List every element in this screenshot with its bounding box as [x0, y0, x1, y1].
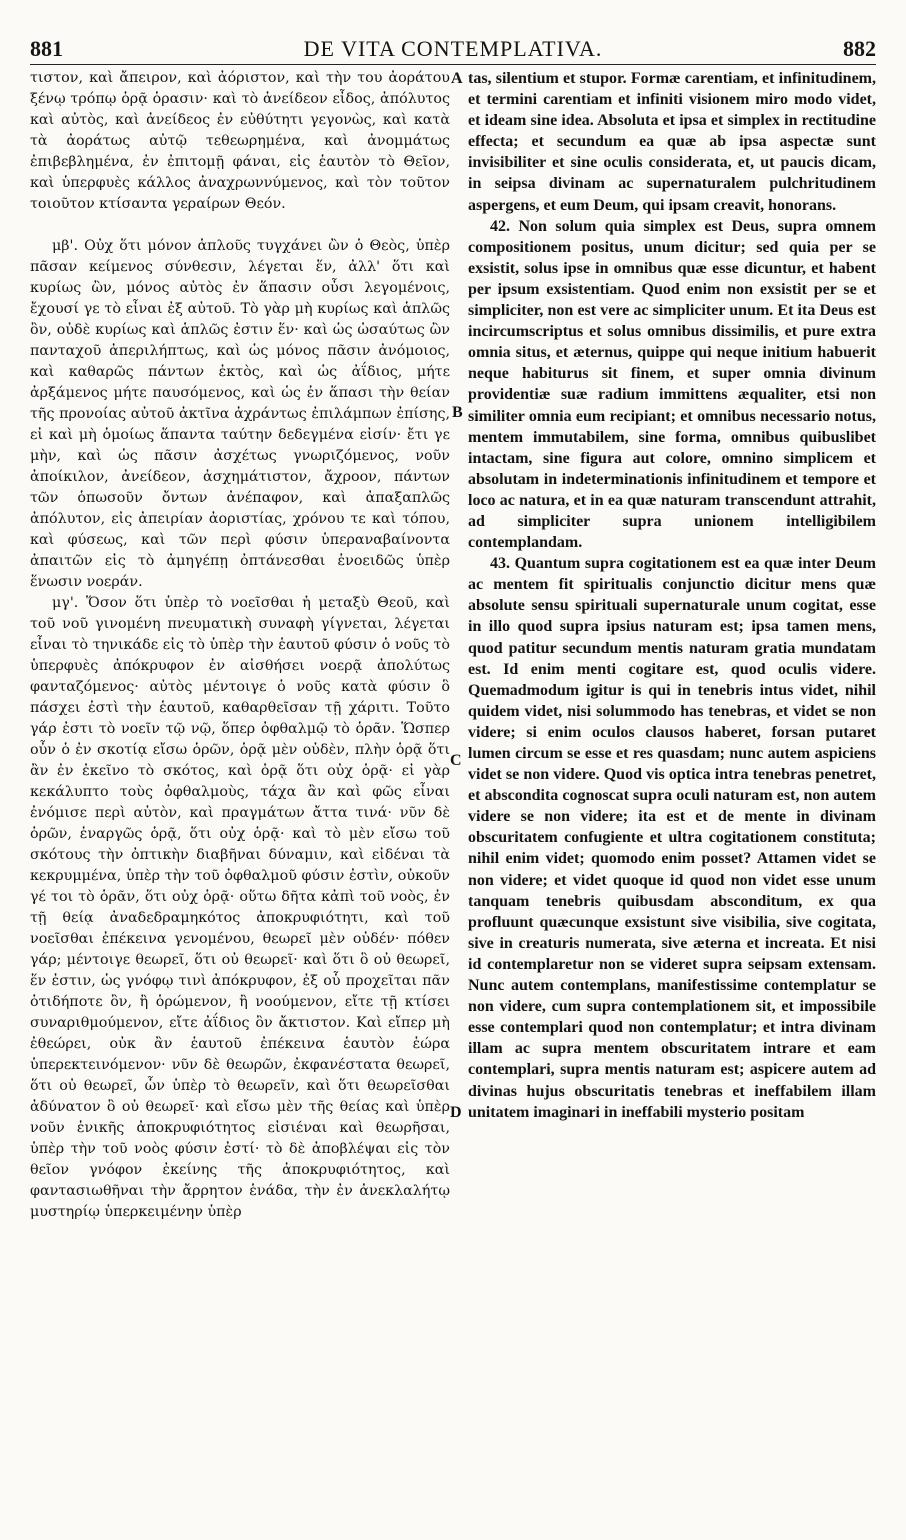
- greek-paragraph: τιστον, καὶ ἄπειρον, καὶ ἀόριστον, καὶ τὴν του ἀοράτου ξένῳ τρόπῳ ὁρᾷ ὁρασιν· καὶ τὸ ἀνείδεον εἶδος, ἀπόλυτος καὶ αὐτὸς, καὶ ἀνείδεος ἐν εὐθύτητι γεγονὼς, καὶ κατὰ τὰ ἀοράτως αὐτῷ τεθεωρημένα, καὶ ἀνομμάτως ἐπιβεβλημένα, ἐν ἐπιτομῇ φάναι, εἰς ἑαυτὸν τὸ Θεῖον, καὶ ὑπερφυὲς κάλλος ἀναχρωννύμενος, καὶ τὸν τοῦτον τοιοῦτον κτίσαντα γεραίρων Θεόν.: [30, 70, 450, 212]
- latin-paragraph: tas, silentium et stupor. Formæ carentiam, et infinitudinem, et termini carentiam et infiniti visionem miro modo videt, et ideam sine idea. Absoluta et ipsa et simplex in rectitudine effecta; et secundum ea quæ ab ipsa aspectæ sunt invisibiliter et sine oculis considerata, et, ut paucis dicam, in seipsa divinam ac supernaturalem pulchritudinem aspergens, et eum Deum, qui ipsam creavit, honorans.: [468, 70, 876, 214]
- greek-paragraph: μβ'. Οὐχ ὅτι μόνον ἁπλοῦς τυγχάνει ὢν ὁ Θεὸς, ὑπὲρ πᾶσαν κείμενος σύνθεσιν, λέγεται ἕν, ἀλλ' ὅτι καὶ κυρίως ὢν, μόνος αὐτὸς ἐν ἅπασιν οὖσι λεγομένοις, ἔχουσί γε τὸ εἶναι ἐξ αὐτοῦ. Τὸ γὰρ μὴ κυρίως καὶ ἁπλῶς ὂν, οὐδὲ κυρίως καὶ ἁπλῶς ἐστιν ἕν· καὶ ὡς ὡσαύτως ὢν πανταχοῦ ἀπεριλήπτως, καὶ ὡς μόνος πᾶσιν ἀνόμοιος, καὶ καθαρῶς πάντων ἐκτὸς, καὶ ὡς ἀΐδιος, μήτε ἀρξάμενος μήτε παυσόμενος, καὶ ὡς ἐν ἅπασι τὴν θείαν τῆς προνοίας αὐτοῦ ἀκτῖνα ἀχράντως ἐπιλάμπων ἐπίσης, εἰ καὶ μὴ ὁμοίως ἅπαντα ταύτην δεδεγμένα εἰσίν· ἔτι γε μὴν, καὶ ὡς πᾶσιν ἀσχέτως γνωριζόμενος, νοῦν ἀποίκιλον, ἀνείδεον, ἀσχημάτιστον, ἄχροον, πάντων τῶν ὁπωσοῦν ὄντων ἀνέπαφον, καὶ ἀπαξαπλῶς ἀπόλυτον, εἰς ἀπειρίαν ἀοριστίας, χρόνου τε καὶ τόπου, καὶ φύσεως, καὶ τῶν περὶ φύσιν ὑπεραναβαίνοντα ἀπαιτῶν εἰς τὸ ἀμηγέπῃ ὀπτάνεσθαι ἑνοειδῶς ὑπὲρ ἕνωσιν νοεράν.: [30, 238, 450, 590]
- margin-letter-b: B: [452, 404, 463, 421]
- latin-paragraph: 42. Non solum quia simplex est Deus, supra omnem compositionem positus, unum dicitur; sed quia per se exsistit, solus ipse in omnibus quæ esse dicuntur, et habent per ipsum exsistentiam. Quod enim non exsistit per se et simpliciter, non est vere ac simpliciter unum. Et ita Deus est incircumscriptus et solus omnibus dissimilis, et pure extra omnia situs, et æternus, quippe qui neque initium habuerit neque habiturus sit finem, et super omnia divinum providentiæ suæ radium immittens æqualiter, etsi non similiter omnia eum recipiant; et omnibus necessario notus, mentem immutabilem, sine forma, omnibus quibuslibet intactam, sine figura aut colore, omnino simplicem et absolutam in indeterminationis infinitudinem et tempore et loco ac natura, et in ea quæ naturam transcendunt attrahit, ad simpliciter supra unionem intelligibilem contemplandam.: [468, 217, 876, 552]
- running-title: DE VITA CONTEMPLATIVA.: [303, 36, 603, 61]
- margin-letter-d: D: [450, 1104, 462, 1121]
- page-number-right: 882: [843, 36, 876, 61]
- margin-letter-a: A: [451, 70, 463, 87]
- page-number-left: 881: [30, 36, 63, 61]
- latin-paragraph: 43. Quantum supra cogitationem est ea quæ inter Deum ac mentem fit spiritualis conjunctio dicitur mens quæ absolute sensu spirituali supernaturale unum cogitat, esse in illo quod supra ipsius naturam est; ipsa tamen mens, quod patitur secundum mentis naturam gratia mundatam est. Id enim menti cogitare est, quod oculis videre. Quemadmodum igitur is qui in tenebris intus videt, nihil quidem videt, nisi solummodo has tenebras, et videt se non videre; si enim oculos clausos haberet, forsan putaret lumen circum se esse et res quasdam; nunc autem aspiciens videt se non videre. Quod vis optica intra tenebras penetret, et abscondita cognoscat supra oculi naturam est, non autem videre se non videre; ita est et de mente in divinam obscuritatem confugiente et ultra cogitationem constituta; nihil enim videt; quomodo enim posset? Attamen videt se non videre; et videt quoque id quod non videt esse unum tanquam tenebris quibusdam absconditum, ex qua profluunt quæcunque exsistunt sive visibilia, sive cogitata, sive in creaturis numerata, sive æterna et increata. Et nisi id contemplaretur non se videret supra seipsam extensam. Nunc autem contemplans, manifestissime contemplatur se non videre, cum supra contemplationem sit, et impossibile esse contemplari quod non contemplatur; et intra divinam illam ac supra mentem obscuritatem intrare et eam contemplari, supra mentis naturam est; aspicere autem ad divinas hujus obscuritatis tenebras et ineffabilem illam unitatem imaginari in ineffabili mysterio positam: [468, 555, 876, 1121]
- greek-paragraph: μγ'. Ὅσον ὅτι ὑπὲρ τὸ νοεῖσθαι ἡ μεταξὺ Θεοῦ, καὶ τοῦ νοῦ γινομένη πνευματικὴ συναφὴ γίγνεται, λέγεται εἶναι τὸ τηνικάδε εἰς τὸ ὑπὲρ τὴν ἑαυτοῦ φύσιν ὁ νοῦς τὸ ὑπερφυὲς ἀπόκρυφον ἐν αἰσθήσει νοερᾷ ἀπολύτως φανταζόμενος· αὐτὸς μέντοιγε ὁ νοῦς κατὰ φύσιν ὃ πάσχει ἐστὶ τὴν ἑαυτοῦ, καθαρθεῖσαν τῇ χάριτι. Τοῦτο γάρ ἐστι τὸ νοεῖν τῷ νῷ, ὅπερ ὀφθαλμῷ τὸ ὁρᾶν. Ὥσπερ οὖν ὁ ἐν σκοτίᾳ εἴσω ὁρῶν, ὁρᾷ μὲν οὐδὲν, πλὴν ὁρᾷ ὅτι ἂν ἐν ἐκεῖνο τὸ σκότος, καὶ ὁρᾷ ὅτι οὐχ ὁρᾷ· εἰ γὰρ κεκάλυπτο τοὺς ὀφθαλμοὺς, τάχα ἂν καὶ φῶς εἶναι ἐνόμισε περὶ αὐτὸν, καὶ πραγμάτων ἄττα τινά· νῦν δὲ ὁρῶν, ἐναργῶς ὁρᾷ, ὅτι οὐχ ὁρᾷ· καὶ τὸ μὲν εἴσω τοῦ σκότους τὴν ὀπτικὴν διαβῆναι δύναμιν, καὶ εἰδέναι τὰ κεκρυμμένα, ὑπὲρ τὴν τοῦ ὀφθαλμοῦ φύσιν ἐστὶν, οὐκοῦν γέ τοι τὸ ὁρᾶν, ὅτι οὐχ ὁρᾷ· οὕτω δῆτα κἀπὶ τοῦ νοὸς, ἐν τῇ θείᾳ ἀναδεδραμηκότος ἀποκρυφιότητι, καὶ τοῦ νοεῖσθαι ἐπέκεινα γενομένου, θεωρεῖ μὲν οὐδέν· πόθεν γάρ; μέντοιγε θεωρεῖ, ὅτι οὐ θεωρεῖ· καὶ ὅτι ὃ οὐ θεωρεῖ, ἕν ἐστιν, ὡς γνόφῳ τινὶ ἀπόκρυφον, ἐξ οὗ προχεῖται πᾶν ὁτιδήποτε ὂν, ἢ ὁρώμενον, ἢ νοούμενον, εἴτε τῇ κτίσει συναριθμούμενον, εἴτε ἀΐδιος ὂν ἄκτιστον. Καὶ εἴπερ μὴ ἐθεώρει, οὐκ ἂν ἑαυτοῦ ἐπέκεινα ἑαυτὸν ἑώρα ὑπερεκτεινόμενον· νῦν δὲ θεωρῶν, ἐκφανέστατα θεωρεῖ, ὅτι οὐ θεωρεῖ, ὧν ὑπὲρ τὸ θεωρεῖν, καὶ ὅτι θεωρεῖσθαι ἀδύνατον ὃ οὐ θεωρεῖ· καὶ εἴσω μὲν τῆς θείας καὶ ὑπὲρ νοῦν ἑνικῆς ἀποκρυφιότητος εἰσιέναι καὶ θεωρῆσαι, ὑπὲρ τὴν τοῦ νοὸς φύσιν ἐστί· τὸ δὲ ἀποβλέψαι εἰς τὸν θεῖον γνόφον ἐκείνης τῆς ἀποκρυφιότητος, καὶ φαντασιωθῆναι τὴν ἄρρητον ἑνάδα, τὴν ἐν ἀνεκλαλήτῳ μυστηρίῳ ὑπερκειμένην ὑπὲρ: [30, 595, 450, 1220]
- greek-column: [30, 68, 450, 1528]
- latin-column: [468, 68, 876, 1528]
- running-header: [30, 34, 876, 65]
- margin-letter-c: C: [450, 752, 462, 769]
